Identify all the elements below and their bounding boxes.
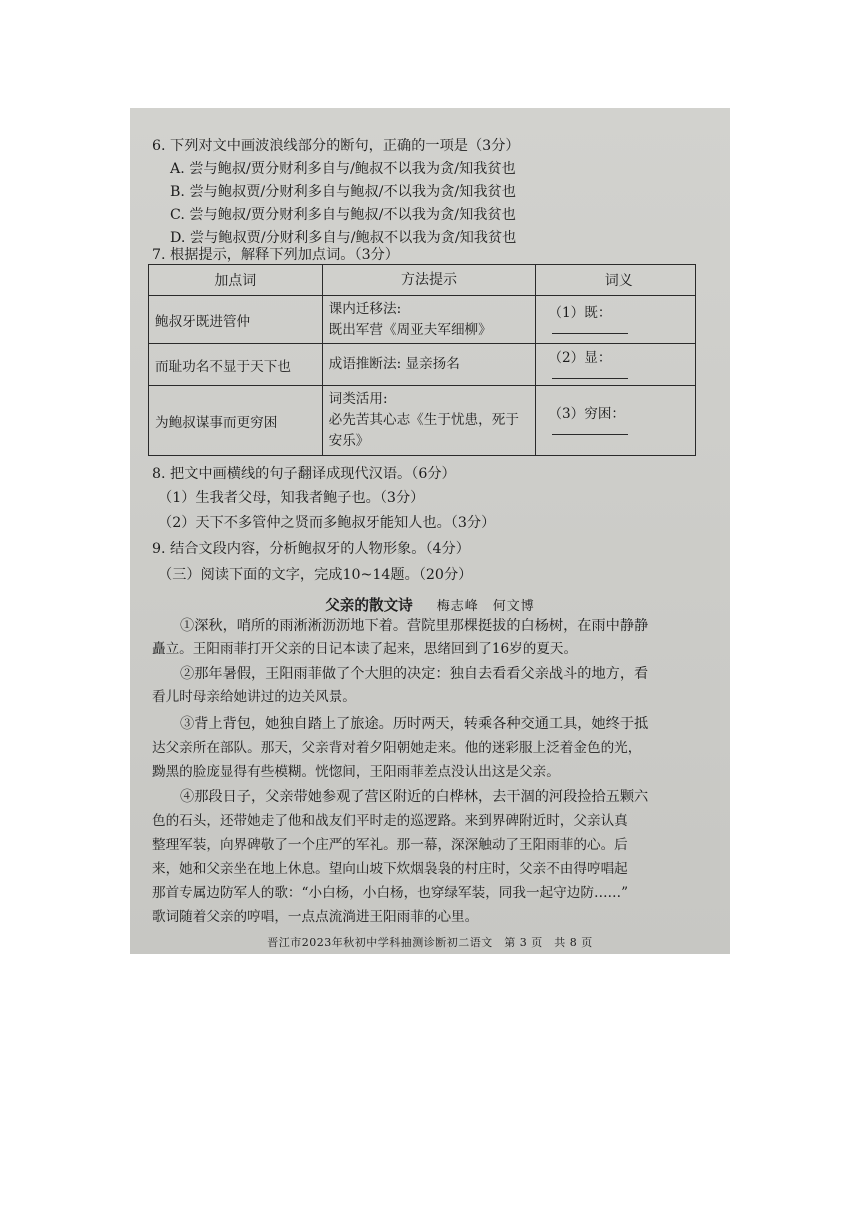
q6-option-d: D. 尝与鲍叔贾/分财利多自与/鲍叔不以我为贪/知我贫也 [170,230,517,246]
table-header-row [149,265,696,296]
table-row [149,344,696,386]
q7-stem: 7. 根据提示，解释下列加点词。（3分） [152,247,399,263]
article-line: ③背上背包，她独自踏上了旅途。历时两天，转乘各种交通工具，她终于抵 [180,716,649,732]
method-text: 既出军营《周亚夫军细柳》 [328,321,492,338]
section3-stem: （三）阅读下面的文字，完成10~14题。（20分） [158,567,473,583]
method-title: 课内迁移法: [328,300,402,317]
article-line: 黝黑的脸庞显得有些模糊。恍惚间，王阳雨菲差点没认出这是父亲。 [152,764,560,780]
answer-blank[interactable] [552,321,628,334]
article-title-row [130,594,730,615]
meaning-label: （1）既： [548,305,612,321]
meaning-label: （3）穷困： [548,406,626,422]
article-line: 色的石头，还带她走了他和战友们平时走的巡逻路。来到界碑附近时，父亲认真 [152,813,628,829]
table-cell-method [322,386,536,456]
table-cell-sentence: 鲍叔牙既进管仲 [149,296,323,344]
q8-stem: 8. 把文中画横线的句子翻译成现代汉语。（6分） [152,466,456,482]
article-line: 来，她和父亲坐在地上休息。望向山坡下炊烟袅袅的村庄时，父亲不由得哼唱起 [152,861,628,877]
q6-stem: 6. 下列对文中画波浪线部分的断句，正确的一项是（3分） [152,138,520,154]
article-authors: 梅志峰 何文博 [436,599,535,614]
article-line: ②那年暑假，王阳雨菲做了个大胆的决定：独自去看看父亲战斗的地方，看 [180,666,649,682]
table-cell-meaning [536,296,696,344]
meaning-label: （2）显： [548,350,612,366]
table-cell-sentence: 而耻功名不显于天下也 [149,344,323,386]
table-header: 加点词 [149,265,323,296]
q9-stem: 9. 结合文段内容，分析鲍叔牙的人物形象。（4分） [152,541,470,557]
answer-blank[interactable] [552,366,628,379]
method-title: 词类活用: [328,391,388,407]
article-line: 达父亲所在部队。那天，父亲背对着夕阳朝她走来。他的迷彩服上泛着金色的光， [152,740,642,756]
article-line: 看儿时母亲给她讲过的边关风景。 [152,689,356,705]
page-footer: 晋江市2023年秋初中学科抽测诊断初二语文 第 3 页 共 8 页 [267,936,593,949]
q6-option-c: C. 尝与鲍叔/贾分财利多自与鲍叔/不以我为贪/知我贫也 [170,207,516,223]
table-row [149,296,696,344]
table-cell-meaning [536,386,696,456]
article-title: 父亲的散文诗 [325,597,413,614]
article-line: 歌词随着父亲的哼唱，一点点流淌进王阳雨菲的心里。 [152,909,479,925]
article-line: 整理军装，向界碑敬了一个庄严的军礼。那一幕，深深触动了王阳雨菲的心。后 [152,837,628,853]
article-line: 那首专属边防军人的歌：“小白杨，小白杨，也穿绿军装，同我一起守边防……” [152,885,629,901]
method-text: 必先苦其心志《生于忧患，死于安乐》 [328,412,519,449]
q7-table [148,264,696,456]
article-line: ①深秋，哨所的雨淅淅沥沥地下着。营院里那棵挺拔的白杨树，在雨中静静 [180,618,649,634]
q8-item-2: （2）天下不多管仲之贤而多鲍叔牙能知人也。（3分） [158,515,496,531]
answer-blank[interactable] [552,422,628,435]
method-title: 成语推断法: 显亲扬名 [328,356,460,372]
table-header: 方法提示 [322,265,536,296]
exam-page [130,108,730,954]
table-row [149,386,696,456]
table-cell-method [322,344,536,386]
q8-item-1: （1）生我者父母，知我者鲍子也。（3分） [158,490,425,506]
article-line: ④那段日子，父亲带她参观了营区附近的白桦林，去干涸的河段捡拾五颗六 [180,789,649,805]
article-line: 矗立。王阳雨菲打开父亲的日记本读了起来，思绪回到了16岁的夏天。 [152,641,578,657]
table-cell-method [322,296,536,344]
q6-option-b: B. 尝与鲍叔贾/分财利多自与鲍叔/不以我为贪/知我贫也 [170,184,516,200]
table-header: 词义 [536,265,696,296]
table-cell-sentence: 为鲍叔谋事而更穷困 [149,386,323,456]
q6-option-a: A. 尝与鲍叔/贾分财利多自与/鲍叔不以我为贪/知我贫也 [170,161,516,177]
table-cell-meaning [536,344,696,386]
